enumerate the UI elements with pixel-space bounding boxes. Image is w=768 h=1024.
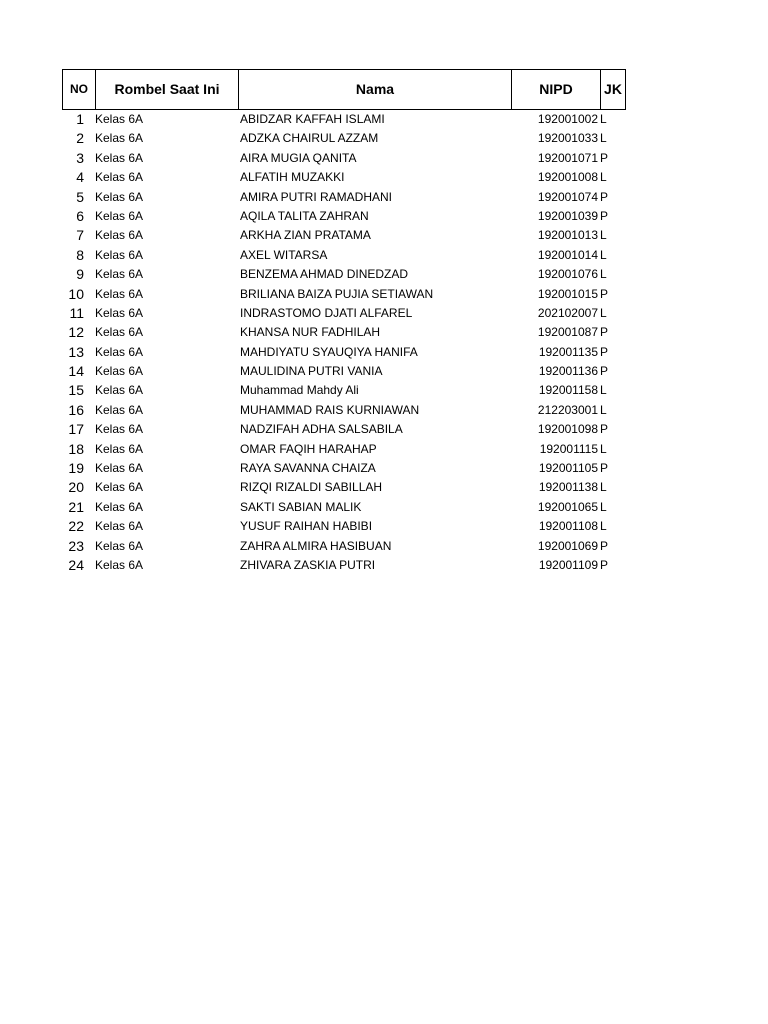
cell-jk: L — [600, 480, 607, 495]
cell-jk: P — [600, 325, 609, 340]
cell-no: 9 — [76, 266, 84, 283]
table-row — [62, 265, 626, 284]
cell-rombel: Kelas 6A — [95, 189, 144, 204]
cell-no: 4 — [76, 169, 84, 186]
table-row — [62, 440, 626, 459]
cell-jk: P — [600, 461, 609, 476]
table-row — [62, 343, 626, 362]
table-row — [62, 517, 626, 536]
table-body — [62, 110, 626, 575]
cell-nipd: 192001136 — [538, 364, 598, 379]
cell-rombel: Kelas 6A — [95, 325, 144, 340]
cell-nama: ADZKA CHAIRUL AZZAM — [240, 131, 379, 146]
cell-no: 8 — [76, 246, 84, 263]
cell-nipd: 192001109 — [538, 557, 598, 572]
cell-rombel: Kelas 6A — [95, 519, 144, 534]
cell-no: 19 — [68, 460, 84, 477]
cell-nama: RAYA SAVANNA CHAIZA — [240, 461, 376, 476]
cell-jk: P — [600, 557, 609, 572]
cell-nama: AXEL WITARSA — [240, 247, 328, 262]
table-row — [62, 381, 626, 400]
cell-jk: P — [600, 189, 609, 204]
cell-rombel: Kelas 6A — [95, 170, 144, 185]
cell-no: 16 — [68, 401, 84, 418]
header-no: NO — [63, 70, 96, 109]
cell-no: 5 — [76, 188, 84, 205]
cell-rombel: Kelas 6A — [95, 228, 144, 243]
header-nama: Nama — [239, 70, 512, 109]
table-row — [62, 537, 626, 556]
cell-no: 3 — [76, 149, 84, 166]
cell-nama: Muhammad Mahdy Ali — [240, 383, 359, 398]
cell-jk: P — [600, 364, 609, 379]
cell-nama: YUSUF RAIHAN HABIBI — [240, 519, 373, 534]
cell-no: 21 — [68, 498, 84, 515]
cell-nipd: 192001039 — [537, 208, 598, 223]
cell-nipd: 192001008 — [537, 170, 598, 185]
header-nipd: NIPD — [512, 70, 601, 109]
cell-nama: ALFATIH MUZAKKI — [240, 170, 345, 185]
cell-rombel: Kelas 6A — [95, 480, 144, 495]
cell-no: 1 — [76, 111, 84, 127]
cell-nama: KHANSA NUR FADHILAH — [240, 325, 381, 340]
cell-jk: L — [600, 267, 607, 282]
cell-nama: BRILIANA BAIZA PUJIA SETIAWAN — [240, 286, 434, 301]
cell-nama: INDRASTOMO DJATI ALFAREL — [240, 305, 413, 320]
cell-jk: P — [600, 422, 609, 437]
table-row — [62, 556, 626, 575]
cell-rombel: Kelas 6A — [95, 247, 144, 262]
cell-nama: SAKTI SABIAN MALIK — [240, 499, 362, 514]
cell-jk: P — [600, 208, 609, 223]
table-row — [62, 226, 626, 245]
cell-jk: L — [600, 441, 607, 456]
cell-rombel: Kelas 6A — [95, 364, 144, 379]
cell-no: 12 — [68, 324, 84, 341]
cell-jk: L — [600, 170, 607, 185]
cell-rombel: Kelas 6A — [95, 344, 144, 359]
cell-nama: ZHIVARA ZASKIA PUTRI — [240, 557, 376, 572]
cell-nipd: 192001108 — [538, 519, 598, 534]
header-jk: JK — [604, 81, 622, 97]
cell-jk: P — [600, 538, 609, 553]
table-row — [62, 207, 626, 226]
cell-rombel: Kelas 6A — [95, 557, 144, 572]
cell-nipd: 212203001 — [537, 402, 598, 417]
cell-rombel: Kelas 6A — [95, 208, 144, 223]
cell-nipd: 192001013 — [537, 228, 598, 243]
table-row — [62, 285, 626, 304]
cell-rombel: Kelas 6A — [95, 150, 144, 165]
table-row — [62, 149, 626, 168]
cell-jk: L — [600, 383, 607, 398]
cell-jk: L — [600, 305, 607, 320]
cell-no: 13 — [68, 343, 84, 360]
cell-nama: RIZQI RIZALDI SABILLAH — [240, 480, 383, 495]
cell-rombel: Kelas 6A — [95, 112, 144, 126]
cell-jk: L — [600, 402, 607, 417]
cell-rombel: Kelas 6A — [95, 441, 144, 456]
cell-rombel: Kelas 6A — [95, 402, 144, 417]
cell-no: 18 — [68, 440, 84, 457]
table-row — [62, 129, 626, 148]
cell-nipd: 192001014 — [537, 247, 598, 262]
cell-jk: L — [600, 228, 607, 243]
cell-no: 24 — [68, 556, 84, 573]
cell-jk: P — [600, 150, 609, 165]
cell-jk: L — [600, 112, 607, 126]
cell-jk: P — [600, 344, 609, 359]
cell-jk: L — [600, 247, 607, 262]
header-rombel: Rombel Saat Ini — [96, 70, 239, 109]
cell-no: 15 — [68, 382, 84, 399]
cell-rombel: Kelas 6A — [95, 383, 144, 398]
table-row — [62, 478, 626, 497]
cell-rombel: Kelas 6A — [95, 267, 144, 282]
cell-rombel: Kelas 6A — [95, 461, 144, 476]
cell-nama: ABIDZAR KAFFAH ISLAMI — [240, 112, 385, 126]
table-row — [62, 459, 626, 478]
cell-nipd: 192001033 — [537, 131, 598, 146]
table-row — [62, 188, 626, 207]
cell-nipd: 192001074 — [537, 189, 598, 204]
cell-nama: NADZIFAH ADHA SALSABILA — [240, 422, 403, 437]
cell-nipd: 192001115 — [539, 441, 598, 456]
cell-nama: AMIRA PUTRI RAMADHANI — [240, 189, 393, 204]
table-row — [62, 420, 626, 439]
cell-nipd: 192001087 — [537, 325, 598, 340]
cell-jk: P — [600, 286, 609, 301]
table-row — [62, 498, 626, 517]
table-row — [62, 304, 626, 323]
cell-no: 20 — [68, 479, 84, 496]
cell-no: 14 — [68, 363, 84, 380]
cell-nipd: 192001069 — [537, 538, 598, 553]
table-header — [62, 69, 626, 110]
cell-nama: MAULIDINA PUTRI VANIA — [240, 364, 383, 379]
cell-nipd: 192001158 — [538, 383, 598, 398]
cell-nipd: 202102007 — [537, 305, 598, 320]
cell-rombel: Kelas 6A — [95, 131, 144, 146]
cell-no: 23 — [68, 537, 84, 554]
table-row — [62, 362, 626, 381]
cell-nama: AQILA TALITA ZAHRAN — [240, 208, 369, 223]
table-row — [62, 110, 626, 129]
cell-nipd: 192001098 — [537, 422, 598, 437]
cell-no: 22 — [68, 518, 84, 535]
cell-nama: ARKHA ZIAN PRATAMA — [240, 228, 371, 243]
cell-nipd: 192001138 — [538, 480, 598, 495]
table-row — [62, 401, 626, 420]
cell-nama: MUHAMMAD RAIS KURNIAWAN — [240, 402, 420, 417]
cell-no: 7 — [76, 227, 84, 244]
cell-no: 10 — [68, 285, 84, 302]
cell-nama: AIRA MUGIA QANITA — [240, 150, 357, 165]
cell-nipd: 192001065 — [537, 499, 598, 514]
cell-rombel: Kelas 6A — [95, 422, 144, 437]
cell-nipd: 192001105 — [538, 461, 598, 476]
cell-rombel: Kelas 6A — [95, 499, 144, 514]
cell-jk: L — [600, 519, 607, 534]
cell-rombel: Kelas 6A — [95, 538, 144, 553]
cell-no: 6 — [76, 207, 84, 224]
cell-no: 2 — [76, 130, 84, 147]
cell-rombel: Kelas 6A — [95, 305, 144, 320]
student-table — [62, 69, 626, 575]
cell-nama: MAHDIYATU SYAUQIYA HANIFA — [240, 344, 418, 359]
cell-jk: L — [600, 499, 607, 514]
cell-no: 17 — [68, 421, 84, 438]
table-row — [62, 246, 626, 265]
cell-nipd: 192001135 — [538, 344, 598, 359]
cell-jk: L — [600, 131, 607, 146]
table-row — [62, 168, 626, 187]
cell-nama: BENZEMA AHMAD DINEDZAD — [240, 267, 409, 282]
cell-nipd: 192001015 — [537, 286, 598, 301]
cell-nipd: 192001076 — [537, 267, 598, 282]
table-row — [62, 323, 626, 342]
cell-nama: ZAHRA ALMIRA HASIBUAN — [240, 538, 392, 553]
cell-nipd: 192001002 — [537, 112, 598, 126]
cell-no: 11 — [69, 304, 84, 321]
cell-nama: OMAR FAQIH HARAHAP — [240, 441, 377, 456]
cell-nipd: 192001071 — [537, 150, 598, 165]
cell-rombel: Kelas 6A — [95, 286, 144, 301]
